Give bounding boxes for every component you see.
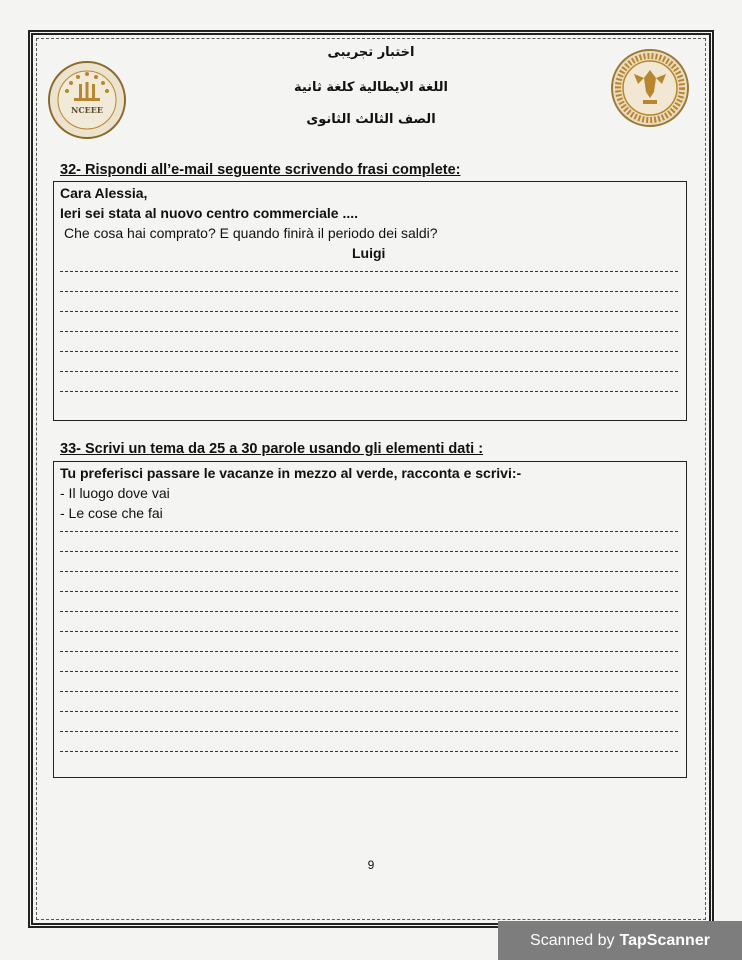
answer-line[interactable] bbox=[60, 691, 678, 692]
exam-header bbox=[0, 0, 742, 150]
nceee-logo-icon bbox=[47, 60, 127, 140]
essay-point-1: - Il luogo dove vai bbox=[60, 485, 170, 501]
answer-line[interactable] bbox=[60, 671, 678, 672]
answer-line[interactable] bbox=[60, 391, 678, 392]
answer-line[interactable] bbox=[60, 631, 678, 632]
answer-line[interactable] bbox=[60, 651, 678, 652]
answer-line[interactable] bbox=[60, 611, 678, 612]
answer-line[interactable] bbox=[60, 291, 678, 292]
email-signature: Luigi bbox=[352, 245, 386, 261]
email-line-1: Ieri sei stata al nuovo centro commerciale .... bbox=[60, 205, 359, 221]
answer-line[interactable] bbox=[60, 551, 678, 552]
answer-line[interactable] bbox=[60, 591, 678, 592]
essay-point-2: - Le cose che fai bbox=[60, 505, 163, 521]
answer-line[interactable] bbox=[60, 351, 678, 352]
question-33-title: 33- Scrivi un tema da 25 a 30 parole usando gli elementi dati : bbox=[60, 441, 484, 457]
email-line-2: Che cosa hai comprato? E quando finirà il periodo dei saldi? bbox=[64, 225, 438, 241]
question-33-answer-box bbox=[53, 461, 687, 778]
exam-title-arabic: اختبار تجريبى bbox=[327, 45, 415, 60]
answer-line[interactable] bbox=[60, 331, 678, 332]
question-32-answer-box bbox=[53, 181, 687, 421]
answer-line[interactable] bbox=[60, 571, 678, 572]
svg-text:NCEEE: NCEEE bbox=[71, 105, 103, 115]
answer-line[interactable] bbox=[60, 311, 678, 312]
answer-line[interactable] bbox=[60, 731, 678, 732]
answer-line[interactable] bbox=[60, 531, 678, 532]
question-32-title: 32- Rispondi all’e-mail seguente scrivendo frasi complete: bbox=[60, 162, 461, 178]
answer-line[interactable] bbox=[60, 751, 678, 752]
email-greeting: Cara Alessia, bbox=[60, 185, 148, 201]
answer-line[interactable] bbox=[60, 271, 678, 272]
subject-title-arabic: اللغة الايطالية كلغة ثانية bbox=[293, 80, 448, 95]
answer-line[interactable] bbox=[60, 711, 678, 712]
scanner-prefix: Scanned by bbox=[530, 931, 615, 949]
scanner-watermark bbox=[498, 921, 742, 960]
grade-title-arabic: الصف الثالث الثانوى bbox=[306, 112, 436, 127]
essay-prompt: Tu preferisci passare le vacanze in mezzo al verde, racconta e scrivi:- bbox=[60, 465, 522, 481]
page-number: 9 bbox=[367, 858, 375, 872]
scanner-brand: TapScanner bbox=[619, 931, 710, 949]
answer-line[interactable] bbox=[60, 371, 678, 372]
